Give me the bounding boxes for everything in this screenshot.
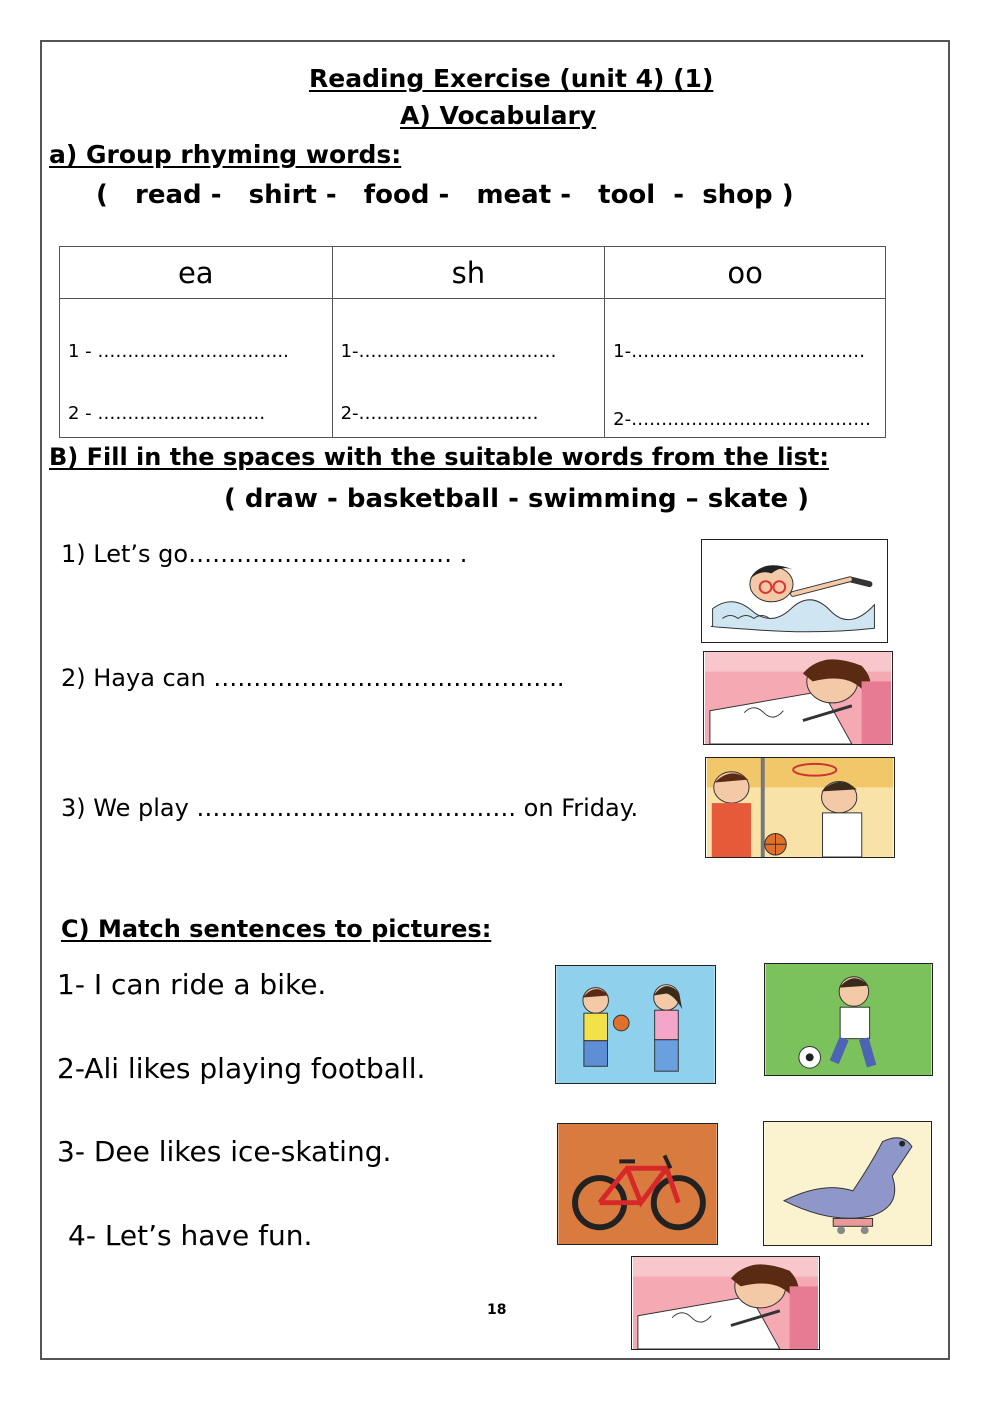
match-item-4[interactable]: 4- Let’s have fun. xyxy=(68,1219,313,1252)
football-picture[interactable] xyxy=(764,963,933,1076)
answer-line[interactable]: 1 - ………………………….. xyxy=(68,341,289,362)
worksheet-title: Reading Exercise (unit 4) (1) xyxy=(309,64,714,93)
page-number: 18 xyxy=(487,1302,507,1318)
answer-line[interactable]: 2-………………………… xyxy=(340,403,539,424)
answer-line[interactable]: 1-………………………………… xyxy=(613,341,866,362)
column-header-ea: ea xyxy=(60,247,333,299)
answer-cell-ea[interactable] xyxy=(60,299,333,438)
match-item-2[interactable]: 2-Ali likes playing football. xyxy=(57,1052,426,1085)
rhyming-table xyxy=(59,246,886,438)
match-heading: C) Match sentences to pictures: xyxy=(61,915,492,943)
match-item-3[interactable]: 3- Dee likes ice-skating. xyxy=(57,1135,392,1168)
answer-cell-oo[interactable] xyxy=(605,299,886,438)
answer-line[interactable]: 2 - ………………………. xyxy=(68,403,266,424)
column-header-oo: oo xyxy=(605,247,886,299)
skating-dinosaur-picture[interactable] xyxy=(763,1121,932,1246)
column-header-sh: sh xyxy=(332,247,605,299)
match-item-1[interactable]: 1- I can ride a bike. xyxy=(57,968,327,1001)
bicycle-picture[interactable] xyxy=(557,1123,718,1245)
fill-in-item-3[interactable]: 3) We play …………………………………. on Friday. xyxy=(61,794,639,822)
answer-cell-sh[interactable] xyxy=(332,299,605,438)
basketball-picture xyxy=(705,757,895,858)
swimming-picture xyxy=(701,539,888,643)
rhyming-word-list: ( read - shirt - food - meat - tool - shop ) xyxy=(96,180,794,210)
fill-in-item-2[interactable]: 2) Haya can …………………………………….. xyxy=(61,664,565,692)
drawing-girl-picture[interactable] xyxy=(631,1256,820,1350)
answer-line[interactable]: 2-…………………………………. xyxy=(613,409,871,430)
rhyming-heading: a) Group rhyming words: xyxy=(49,140,402,169)
fill-in-word-list: ( draw - basketball - swimming – skate ) xyxy=(224,484,810,514)
fill-in-heading: B) Fill in the spaces with the suitable words from the list: xyxy=(49,443,829,471)
drawing-picture xyxy=(703,651,893,745)
kids-playing-picture[interactable] xyxy=(555,965,716,1084)
fill-in-item-1[interactable]: 1) Let’s go…………………………… . xyxy=(61,540,468,568)
section-a-title: A) Vocabulary xyxy=(400,101,597,130)
answer-line[interactable]: 1-…………………………… xyxy=(340,341,557,362)
